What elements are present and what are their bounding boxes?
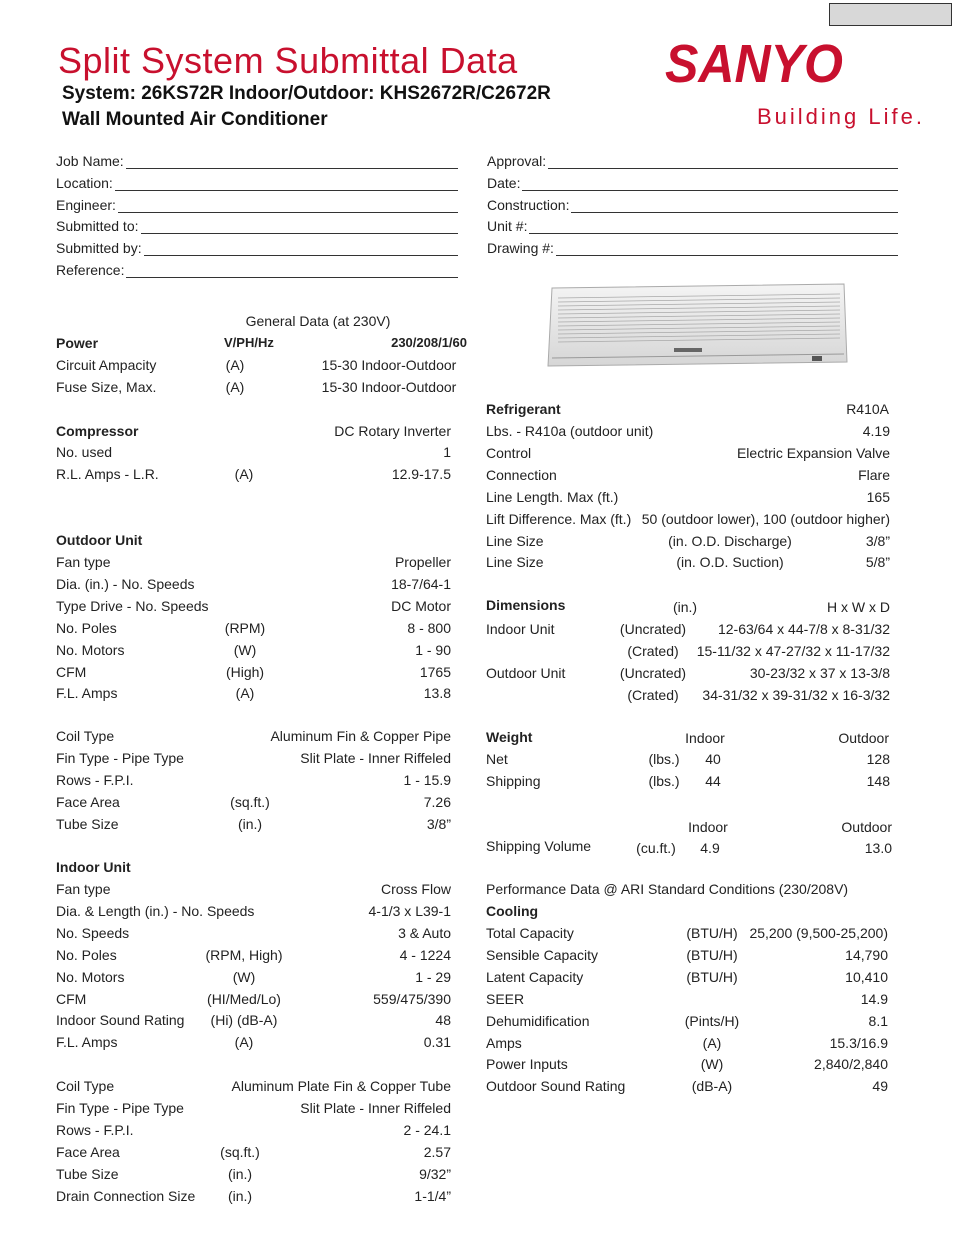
spec-value: 2,840/2,840 [814, 1056, 888, 1073]
weight-label: Weight [486, 729, 533, 745]
spec-value: 2.57 [423, 1143, 451, 1160]
spec-value: Flare [858, 466, 890, 483]
spec-value: 165 [866, 488, 890, 505]
spec-unit: (lbs.) [648, 751, 680, 767]
power-value: 230/208/1/60 [391, 335, 467, 350]
performance-heading: Performance Data @ ARI Standard Conditions (230/208V) [486, 881, 849, 897]
volume-outdoor-head: Outdoor [841, 819, 892, 835]
spec-value: 14.9 [860, 990, 888, 1007]
spec-unit: (cu.ft.) [636, 840, 676, 856]
spec-unit: (Uncrated) [619, 621, 687, 637]
spec-label: Dia. (in.) - No. Speeds [56, 575, 195, 592]
form-field-label: Submitted to: [56, 218, 139, 235]
spec-unit: (in. O.D. Suction) [676, 554, 784, 571]
spec-label: No. used [56, 444, 113, 460]
spec-unit: (sq.ft.) [220, 1143, 260, 1160]
spec-label: Fan type [56, 881, 111, 897]
weight-indoor-head: Indoor [685, 730, 725, 746]
spec-value: 1 - 90 [415, 641, 451, 658]
spec-label: No. Poles [56, 619, 117, 636]
spec-label: Dia. & Length (in.) - No. Speeds [56, 902, 255, 919]
spec-label: No. Motors [56, 641, 125, 658]
form-field[interactable] [487, 195, 898, 213]
spec-unit: (Hi) (dB-A) [210, 1012, 278, 1029]
spec-label: Tube Size [56, 815, 119, 832]
spec-value: 34-31/32 x 39-31/32 x 16-3/32 [702, 686, 890, 703]
logo-text: SANYO [665, 36, 843, 88]
form-field-line[interactable] [144, 243, 458, 256]
spec-unit: (in.) [227, 1187, 253, 1204]
dimensions-label: Dimensions [486, 597, 566, 613]
spec-label: Net [486, 751, 508, 767]
power-label: Power [56, 335, 99, 351]
form-field-label: Reference: [56, 262, 125, 278]
spec-label: Shipping Volume [486, 838, 592, 854]
spec-value: 1 [443, 444, 451, 460]
spec-value: 49 [872, 1078, 888, 1095]
corner-tab [829, 3, 952, 26]
form-field-line[interactable] [529, 221, 898, 234]
form-field[interactable] [56, 195, 458, 213]
page-title: Split System Submittal Data [58, 40, 518, 81]
form-field-line[interactable] [556, 243, 898, 256]
spec-value: 48 [435, 1012, 451, 1029]
spec-value: 30-23/32 x 37 x 13-3/8 [749, 664, 890, 681]
cooling-heading: Cooling [486, 903, 539, 919]
spec-unit: (in. O.D. Discharge) [668, 532, 792, 549]
spec-value: 3/8” [426, 815, 451, 832]
spec-unit: (A) [235, 685, 255, 702]
spec-value: 3 & Auto [398, 924, 451, 941]
spec-unit: (in.) [237, 815, 263, 832]
spec-value: Electric Expansion Valve [736, 444, 890, 461]
spec-label: Line Size [486, 532, 544, 549]
spec-value: Aluminum Fin & Copper Pipe [270, 728, 451, 744]
spec-unit: (Pints/H) [684, 1012, 740, 1029]
form-field[interactable] [56, 151, 458, 169]
spec-unit: (Uncrated) [619, 664, 687, 681]
spec-value: Slit Plate - Inner Riffeled [300, 749, 451, 766]
spec-value: 44 [705, 772, 721, 789]
form-field-label: Job Name: [56, 153, 124, 169]
spec-value: 40 [705, 751, 721, 767]
spec-label: Tube Size [56, 1165, 119, 1182]
spec-label: Dehumidification [486, 1012, 590, 1029]
spec-value: 15.3/16.9 [829, 1034, 888, 1051]
refrigerant-value: R410A [846, 401, 889, 417]
form-field-line[interactable] [548, 156, 898, 169]
compressor-value: DC Rotary Inverter [334, 423, 451, 439]
spec-label: Lbs. - R410a (outdoor unit) [486, 423, 654, 439]
spec-value: Cross Flow [380, 881, 451, 897]
spec-unit: (RPM, High) [205, 946, 283, 963]
form-field-line[interactable] [522, 178, 898, 191]
spec-value: Aluminum Plate Fin & Copper Tube [231, 1078, 451, 1094]
spec-value: 13.0 [864, 840, 892, 856]
spec-label: Line Length. Max (ft.) [486, 488, 619, 505]
spec-value: DC Motor [391, 597, 451, 614]
spec-unit: (W) [232, 968, 256, 985]
spec-label: SEER [486, 990, 525, 1007]
dimensions-unit: (in.) [672, 599, 698, 615]
spec-unit: (BTU/H) [686, 968, 738, 985]
spec-value: 2 - 24.1 [403, 1121, 451, 1138]
spec-value: 8.1 [868, 1012, 888, 1029]
spec-value: 18-7/64-1 [391, 575, 451, 592]
spec-value: 13.8 [423, 685, 451, 702]
spec-unit: (lbs.) [648, 772, 680, 789]
spec-value: 1 - 15.9 [403, 771, 451, 788]
form-field[interactable] [487, 238, 898, 256]
spec-label: Fan type [56, 554, 111, 570]
spec-label: Control [486, 444, 532, 461]
spec-unit: (A) [702, 1034, 722, 1051]
spec-unit: (A) [234, 465, 254, 482]
refrigerant-label: Refrigerant [486, 401, 561, 417]
form-field[interactable] [56, 216, 458, 234]
form-field[interactable] [56, 260, 458, 278]
spec-label: Connection [486, 466, 557, 483]
spec-unit: (sq.ft.) [230, 793, 270, 810]
spec-value: 4 - 1224 [399, 946, 451, 963]
spec-label: Indoor Unit [486, 621, 555, 637]
spec-unit: (BTU/H) [686, 946, 738, 963]
spec-value: 4-1/3 x L39-1 [368, 902, 451, 919]
spec-value: 10,410 [845, 968, 888, 985]
spec-unit: (in.) [227, 1165, 253, 1182]
spec-value: 559/475/390 [373, 990, 451, 1007]
form-field[interactable] [487, 216, 898, 234]
spec-unit: (Crated) [627, 686, 679, 703]
spec-label: Latent Capacity [486, 968, 584, 985]
product-line: Wall Mounted Air Conditioner [62, 109, 328, 130]
spec-label: Outdoor Sound Rating [486, 1078, 626, 1095]
spec-value: 7.26 [423, 793, 451, 810]
dimensions-value: H x W x D [827, 599, 890, 615]
spec-label: Drain Connection Size [56, 1187, 196, 1204]
compressor-label: Compressor [56, 423, 139, 439]
spec-value: 5/8” [865, 554, 890, 571]
spec-value: 25,200 (9,500-25,200) [749, 925, 888, 941]
spec-value: 4.9 [700, 840, 720, 856]
spec-label: F.L. Amps [56, 1034, 118, 1051]
form-field-label: Date: [487, 174, 521, 191]
spec-value: 128 [866, 751, 890, 767]
volume-indoor-head: Indoor [688, 819, 728, 835]
spec-label: Fin Type - Pipe Type [56, 1099, 184, 1116]
indoor-heading: Indoor Unit [56, 859, 131, 875]
spec-label: Lift Difference. Max (ft.) [486, 510, 632, 527]
spec-value: 15-11/32 x 47-27/32 x 11-17/32 [696, 642, 890, 659]
spec-value: 0.31 [423, 1034, 451, 1051]
sanyo-logo [665, 36, 845, 88]
spec-value: Propeller [394, 554, 451, 570]
spec-unit: (Crated) [627, 642, 679, 659]
form-field-label: Drawing #: [487, 240, 554, 257]
spec-unit: (High) [225, 663, 265, 680]
form-field-line[interactable] [115, 178, 458, 191]
spec-label: Indoor Sound Rating [56, 1012, 185, 1029]
spec-label: Circuit Ampacity [56, 357, 157, 373]
spec-unit: (W) [233, 641, 257, 658]
form-field-label: Unit #: [487, 218, 528, 235]
weight-outdoor-head: Outdoor [838, 730, 889, 746]
spec-value: 15-30 Indoor-Outdoor [321, 378, 457, 395]
spec-label: R.L. Amps - L.R. [56, 465, 159, 482]
spec-value: 12-63/64 x 44-7/8 x 8-31/32 [717, 621, 890, 637]
general-heading: General Data (at 230V) [245, 313, 391, 329]
form-field-line[interactable] [141, 221, 459, 234]
form-field-label: Approval: [487, 153, 547, 169]
spec-unit: (A) [234, 1034, 254, 1051]
spec-unit: (A) [225, 357, 245, 373]
form-field-line[interactable] [126, 265, 458, 278]
spec-label: Face Area [56, 793, 120, 810]
form-field-label: Submitted by: [56, 240, 142, 257]
spec-unit: (BTU/H) [686, 925, 738, 941]
spec-unit: (HI/Med/Lo) [207, 990, 281, 1007]
spec-label: Outdoor Unit [486, 664, 566, 681]
spec-label: Face Area [56, 1143, 120, 1160]
form-field[interactable] [56, 238, 458, 256]
spec-label: Rows - F.P.I. [56, 771, 134, 788]
form-field[interactable] [487, 173, 898, 191]
spec-label: F.L. Amps [56, 685, 118, 702]
spec-unit: (A) [225, 378, 245, 395]
form-field-label: Location: [56, 174, 113, 191]
form-field-line[interactable] [118, 200, 458, 213]
spec-unit: (W) [700, 1056, 724, 1073]
spec-label: Line Size [486, 554, 544, 571]
spec-label: No. Poles [56, 946, 117, 963]
system-line: System: 26KS72R Indoor/Outdoor: KHS2672R/C2672R [62, 83, 551, 104]
spec-value: 3/8” [865, 532, 890, 549]
spec-label: Total Capacity [486, 925, 574, 941]
indoor-unit-image [544, 282, 849, 367]
spec-label: Fin Type - Pipe Type [56, 749, 184, 766]
spec-label: CFM [56, 663, 87, 680]
spec-value: 9/32” [419, 1165, 451, 1182]
form-field-label: Engineer: [56, 196, 116, 213]
brand-tagline: Building Life. [757, 104, 925, 129]
spec-value: 50 (outdoor lower), 100 (outdoor higher) [641, 510, 890, 527]
spec-label: Shipping [486, 772, 541, 789]
spec-label: Sensible Capacity [486, 946, 599, 963]
spec-label: Amps [486, 1034, 522, 1051]
spec-label: Coil Type [56, 1078, 115, 1094]
form-field-line[interactable] [571, 200, 898, 213]
outdoor-heading: Outdoor Unit [56, 532, 143, 548]
spec-value: 1 - 29 [415, 968, 451, 985]
spec-value: 1-1/4” [414, 1187, 451, 1204]
spec-unit: (RPM) [224, 619, 266, 636]
form-field-line[interactable] [126, 156, 458, 169]
spec-value: 14,790 [845, 946, 888, 963]
spec-value: 15-30 Indoor-Outdoor [321, 357, 457, 373]
spec-label: Power Inputs [486, 1056, 568, 1073]
spec-label: CFM [56, 990, 87, 1007]
power-unit: V/PH/Hz [224, 335, 274, 350]
spec-label: Coil Type [56, 728, 115, 744]
form-field-label: Construction: [487, 196, 570, 213]
spec-unit: (dB-A) [691, 1078, 733, 1095]
spec-value: 148 [866, 772, 890, 789]
spec-value: 8 - 800 [407, 619, 451, 636]
spec-label: No. Speeds [56, 924, 130, 941]
spec-label: Type Drive - No. Speeds [56, 597, 209, 614]
form-field[interactable] [56, 173, 458, 191]
spec-label: Fuse Size, Max. [56, 378, 157, 395]
spec-value: Slit Plate - Inner Riffeled [300, 1099, 451, 1116]
spec-value: 4.19 [862, 423, 890, 439]
form-field[interactable] [487, 151, 898, 169]
spec-label: No. Motors [56, 968, 125, 985]
spec-label: Rows - F.P.I. [56, 1121, 134, 1138]
spec-value: 12.9-17.5 [391, 465, 451, 482]
spec-value: 1765 [419, 663, 451, 680]
